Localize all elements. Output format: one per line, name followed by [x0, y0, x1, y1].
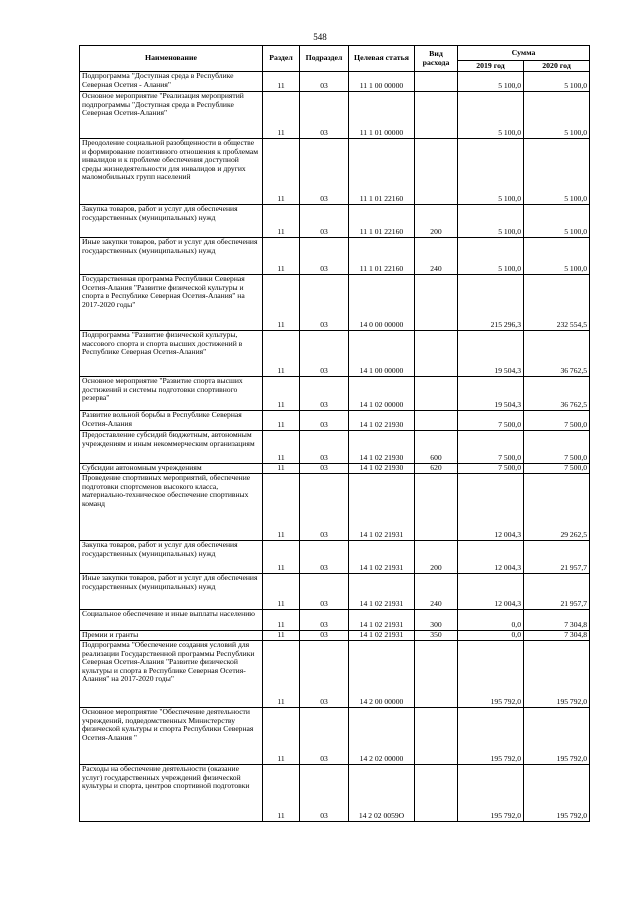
header-name: Наименование — [80, 46, 263, 72]
table-row — [80, 765, 590, 822]
header-sum: Сумма — [458, 46, 590, 61]
row-section: 11 — [263, 205, 300, 238]
row-name: Основное мероприятие "Реализация мероприятий подпрограммы "Доступная среда в Республике Северная Осетия-Алания" — [80, 92, 263, 139]
row-expense-type — [415, 92, 458, 139]
row-subsection: 03 — [300, 474, 349, 541]
row-name: Закупка товаров, работ и услуг для обеспечения государственных (муниципальных) нужд — [80, 205, 263, 238]
row-section: 11 — [263, 411, 300, 431]
table-row — [80, 205, 590, 238]
row-section: 11 — [263, 92, 300, 139]
row-section: 11 — [263, 275, 300, 331]
row-sum-2020: 36 762,5 — [524, 331, 590, 377]
row-target: 11 1 01 22160 — [349, 205, 415, 238]
row-subsection: 03 — [300, 92, 349, 139]
row-target: 14 1 02 21931 — [349, 574, 415, 610]
budget-table — [79, 45, 590, 822]
row-sum-2019: 215 296,3 — [458, 275, 524, 331]
header-expense-type: Вид расхода — [415, 46, 458, 72]
page-number: 548 — [313, 32, 327, 42]
row-section: 11 — [263, 139, 300, 205]
row-target: 14 1 02 00000 — [349, 377, 415, 411]
row-sum-2019: 5 100,0 — [458, 72, 524, 92]
row-expense-type: 200 — [415, 541, 458, 574]
row-sum-2020: 5 100,0 — [524, 72, 590, 92]
row-expense-type — [415, 641, 458, 708]
row-subsection: 03 — [300, 205, 349, 238]
row-sum-2020: 5 100,0 — [524, 92, 590, 139]
table-row — [80, 610, 590, 631]
row-sum-2020: 36 762,5 — [524, 377, 590, 411]
row-sum-2020: 195 792,0 — [524, 708, 590, 765]
row-section: 11 — [263, 431, 300, 464]
row-name: Социальное обеспечение и иные выплаты населению — [80, 610, 263, 631]
table-row — [80, 541, 590, 574]
row-sum-2019: 0,0 — [458, 631, 524, 641]
table-row — [80, 574, 590, 610]
row-target: 14 0 00 00000 — [349, 275, 415, 331]
row-target: 14 1 02 21930 — [349, 431, 415, 464]
table-row — [80, 411, 590, 431]
row-sum-2019: 5 100,0 — [458, 92, 524, 139]
row-section: 11 — [263, 377, 300, 411]
table-row — [80, 275, 590, 331]
row-subsection: 03 — [300, 411, 349, 431]
table-row — [80, 631, 590, 641]
row-section: 11 — [263, 541, 300, 574]
table-row — [80, 641, 590, 708]
row-expense-type — [415, 765, 458, 822]
row-name: Расходы на обеспечение деятельности (оказание услуг) государственных учреждений физической культуры и спорта, центров спортивной подготовки — [80, 765, 263, 822]
row-target: 14 2 02 0059О — [349, 765, 415, 822]
row-name: Проведение спортивных мероприятий, обеспечение подготовки спортсменов высокого класса, материально-техническое обеспечение спортивных команд — [80, 474, 263, 541]
row-expense-type: 350 — [415, 631, 458, 641]
row-name: Иные закупки товаров, работ и услуг для обеспечения государственных (муниципальных) нужд — [80, 574, 263, 610]
table-row — [80, 92, 590, 139]
table-row — [80, 377, 590, 411]
row-section: 11 — [263, 238, 300, 275]
row-name: Подпрограмма "Доступная среда в Республике Северная Осетия - Алания" — [80, 72, 263, 92]
row-target: 14 1 02 21931 — [349, 541, 415, 574]
row-target: 11 1 01 00000 — [349, 92, 415, 139]
row-name: Развитие вольной борьбы в Республике Северная Осетия-Алания — [80, 411, 263, 431]
row-section: 11 — [263, 72, 300, 92]
row-subsection: 03 — [300, 641, 349, 708]
row-sum-2020: 7 304,8 — [524, 610, 590, 631]
row-name: Премии и гранты — [80, 631, 263, 641]
row-sum-2020: 21 957,7 — [524, 574, 590, 610]
row-subsection: 03 — [300, 139, 349, 205]
row-target: 14 1 02 21930 — [349, 411, 415, 431]
row-target: 14 1 02 21930 — [349, 464, 415, 474]
row-expense-type: 240 — [415, 574, 458, 610]
row-sum-2019: 7 500,0 — [458, 411, 524, 431]
row-name: Подпрограмма "Развитие физической культуры, массового спорта и спорта высших достижений в Республике Северная Осетия-Алания" — [80, 331, 263, 377]
row-name: Субсидии автономным учреждениям — [80, 464, 263, 474]
header-subsection: Подраздел — [300, 46, 349, 72]
row-sum-2020: 5 100,0 — [524, 139, 590, 205]
row-expense-type — [415, 377, 458, 411]
row-sum-2019: 19 504,3 — [458, 377, 524, 411]
row-target: 14 1 02 21931 — [349, 474, 415, 541]
header-target: Целевая статья — [349, 46, 415, 72]
row-sum-2020: 232 554,5 — [524, 275, 590, 331]
row-target: 11 1 01 22160 — [349, 139, 415, 205]
row-section: 11 — [263, 331, 300, 377]
row-expense-type: 620 — [415, 464, 458, 474]
row-target: 11 1 00 00000 — [349, 72, 415, 92]
row-target: 11 1 01 22160 — [349, 238, 415, 275]
row-sum-2019: 19 504,3 — [458, 331, 524, 377]
row-expense-type — [415, 275, 458, 331]
row-sum-2019: 0,0 — [458, 610, 524, 631]
row-name: Закупка товаров, работ и услуг для обеспечения государственных (муниципальных) нужд — [80, 541, 263, 574]
row-subsection: 03 — [300, 708, 349, 765]
row-sum-2019: 5 100,0 — [458, 238, 524, 275]
row-expense-type: 200 — [415, 205, 458, 238]
row-subsection: 03 — [300, 377, 349, 411]
row-section: 11 — [263, 641, 300, 708]
row-target: 14 2 02 00000 — [349, 708, 415, 765]
row-section: 11 — [263, 464, 300, 474]
row-section: 11 — [263, 631, 300, 641]
row-sum-2019: 5 100,0 — [458, 205, 524, 238]
row-section: 11 — [263, 708, 300, 765]
row-subsection: 03 — [300, 464, 349, 474]
row-expense-type: 300 — [415, 610, 458, 631]
row-target: 14 1 02 21931 — [349, 610, 415, 631]
row-name: Основное мероприятие "Обеспечение деятельности учреждений, подведомственных Министерству физической культуры и спорта Республики Северная Осетия-Алания " — [80, 708, 263, 765]
row-section: 11 — [263, 610, 300, 631]
row-sum-2019: 7 500,0 — [458, 464, 524, 474]
row-expense-type — [415, 411, 458, 431]
table-row — [80, 238, 590, 275]
row-sum-2020: 5 100,0 — [524, 205, 590, 238]
row-name: Преодоление социальной разобщенности в обществе и формирование позитивного отношения к проблемам инвалидов и к проблеме обеспечения доступной среды жизнедеятельности для инвалидов и других маломобильных групп населений — [80, 139, 263, 205]
row-sum-2019: 195 792,0 — [458, 708, 524, 765]
row-sum-2020: 21 957,7 — [524, 541, 590, 574]
row-subsection: 03 — [300, 765, 349, 822]
row-sum-2020: 5 100,0 — [524, 238, 590, 275]
row-subsection: 03 — [300, 541, 349, 574]
row-sum-2019: 12 004,3 — [458, 541, 524, 574]
row-section: 11 — [263, 765, 300, 822]
row-expense-type: 240 — [415, 238, 458, 275]
row-subsection: 03 — [300, 72, 349, 92]
row-subsection: 03 — [300, 431, 349, 464]
row-sum-2020: 7 500,0 — [524, 411, 590, 431]
row-subsection: 03 — [300, 275, 349, 331]
header-year-2020: 2020 год — [524, 61, 590, 72]
row-subsection: 03 — [300, 610, 349, 631]
row-sum-2019: 195 792,0 — [458, 765, 524, 822]
table-row — [80, 464, 590, 474]
row-sum-2020: 7 500,0 — [524, 464, 590, 474]
row-name: Предоставление субсидий бюджетным, автономным учреждениям и иным некоммерческим организациям — [80, 431, 263, 464]
row-sum-2020: 7 304,8 — [524, 631, 590, 641]
row-subsection: 03 — [300, 631, 349, 641]
table-row — [80, 139, 590, 205]
table-row — [80, 708, 590, 765]
row-expense-type — [415, 72, 458, 92]
row-name: Иные закупки товаров, работ и услуг для обеспечения государственных (муниципальных) нужд — [80, 238, 263, 275]
row-sum-2019: 12 004,3 — [458, 574, 524, 610]
row-subsection: 03 — [300, 238, 349, 275]
row-expense-type — [415, 139, 458, 205]
row-expense-type — [415, 474, 458, 541]
row-subsection: 03 — [300, 331, 349, 377]
row-section: 11 — [263, 474, 300, 541]
row-sum-2020: 7 500,0 — [524, 431, 590, 464]
row-name: Государственная программа Республики Северная Осетия-Алания "Развитие физической культуры и спорта в Республике Северная Осетия-Алания" на 2017-2020 годы" — [80, 275, 263, 331]
row-name: Подпрограмма "Обеспечение создания условий для реализации Государственной программы Республики Северная Осетия-Алания "Развитие физической культуры и спорта в Республике Северная Осетия-Алания" на 2017-2020 годы" — [80, 641, 263, 708]
row-target: 14 1 00 00000 — [349, 331, 415, 377]
row-expense-type: 600 — [415, 431, 458, 464]
row-target: 14 1 02 21931 — [349, 631, 415, 641]
row-subsection: 03 — [300, 574, 349, 610]
header-section: Раздел — [263, 46, 300, 72]
row-expense-type — [415, 708, 458, 765]
table-row — [80, 72, 590, 92]
row-section: 11 — [263, 574, 300, 610]
row-sum-2020: 195 792,0 — [524, 641, 590, 708]
table-row — [80, 474, 590, 541]
row-name: Основное мероприятие "Развитие спорта высших достижений и системы подготовки спортивного резерва" — [80, 377, 263, 411]
row-sum-2020: 195 792,0 — [524, 765, 590, 822]
row-sum-2019: 7 500,0 — [458, 431, 524, 464]
table-row — [80, 431, 590, 464]
row-sum-2020: 29 262,5 — [524, 474, 590, 541]
row-sum-2019: 12 004,3 — [458, 474, 524, 541]
row-target: 14 2 00 00000 — [349, 641, 415, 708]
row-expense-type — [415, 331, 458, 377]
row-sum-2019: 195 792,0 — [458, 641, 524, 708]
header-year-2019: 2019 год — [458, 61, 524, 72]
row-sum-2019: 5 100,0 — [458, 139, 524, 205]
table-row — [80, 331, 590, 377]
